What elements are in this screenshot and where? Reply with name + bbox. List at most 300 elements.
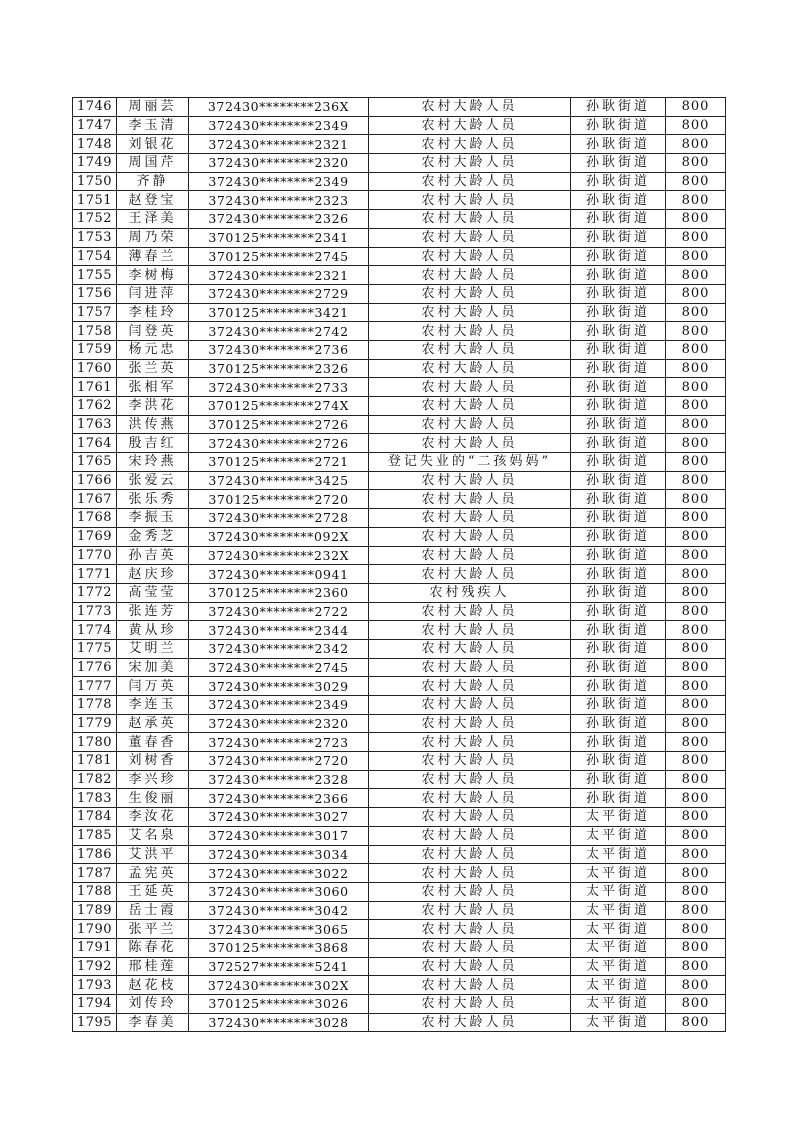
id-text: 372430********2328 [208,772,349,788]
name-text: 闫登英 [128,323,177,339]
row-number-cell [73,938,117,957]
amount-text: 800 [681,734,710,750]
id-text: 370125********2721 [208,454,349,470]
id-text: 372430********2321 [208,136,349,152]
table-row [73,995,726,1014]
category-cell [369,116,571,135]
name-cell [117,658,189,677]
street-text: 太平街道 [585,977,650,993]
no-text: 1777 [76,678,113,694]
amount-cell [666,621,726,640]
name-cell [117,340,189,359]
id-number-cell [189,938,369,957]
id-number-cell [189,172,369,191]
amount-text: 800 [681,398,710,414]
name-text: 孟宪英 [128,865,177,881]
name-cell [117,116,189,135]
id-number-cell [189,247,369,266]
category-text: 农村大龄人员 [421,118,518,134]
id-text: 372430********232X [207,547,350,563]
name-text: 王泽美 [128,211,177,227]
id-number-cell [189,191,369,210]
no-text: 1756 [76,286,113,302]
street-cell [571,284,666,303]
street-cell [571,210,666,229]
table-row [73,621,726,640]
row-number-cell [73,808,117,827]
row-number-cell [73,1013,117,1032]
street-cell [571,1013,666,1032]
amount-cell [666,677,726,696]
table-row [73,789,726,808]
category-text: 农村大龄人员 [421,174,518,190]
row-number-cell [73,714,117,733]
street-text: 太平街道 [585,884,650,900]
name-cell [117,471,189,490]
name-cell [117,527,189,546]
name-cell [117,266,189,285]
name-text: 李桂玲 [128,304,177,320]
name-text: 闫进萍 [128,286,177,302]
street-text: 孙耿街道 [585,230,650,246]
category-cell [369,509,571,528]
row-number-cell [73,957,117,976]
name-cell [117,154,189,173]
no-text: 1780 [76,734,113,750]
name-text: 金秀芝 [128,529,177,545]
category-text: 农村大龄人员 [421,211,518,227]
amount-cell [666,210,726,229]
id-number-cell [189,359,369,378]
table-row [73,752,726,771]
category-text: 农村大龄人员 [421,734,518,750]
street-text: 太平街道 [585,1015,650,1031]
id-text: 372430********3028 [208,1015,349,1031]
category-cell [369,864,571,883]
no-text: 1751 [76,192,113,208]
table-row [73,322,726,341]
id-text: 370125********2360 [208,585,349,601]
name-cell [117,957,189,976]
category-cell [369,453,571,472]
amount-text: 800 [681,342,710,358]
name-text: 李兴珍 [128,772,177,788]
amount-cell [666,864,726,883]
id-number-cell [189,602,369,621]
street-text: 孙耿街道 [585,585,650,601]
id-text: 372430********0941 [208,566,349,582]
category-cell [369,583,571,602]
no-text: 1792 [76,958,113,974]
id-number-cell [189,789,369,808]
id-number-cell [189,901,369,920]
id-number-cell [189,322,369,341]
amount-text: 800 [681,230,710,246]
street-text: 太平街道 [585,846,650,862]
category-cell [369,957,571,976]
category-text: 农村大龄人员 [421,248,518,264]
id-text: 372430********2344 [208,622,349,638]
row-number-cell [73,639,117,658]
row-number-cell [73,752,117,771]
row-number-cell [73,340,117,359]
table-row [73,303,726,322]
amount-cell [666,882,726,901]
no-text: 1788 [76,884,113,900]
amount-text: 800 [681,884,710,900]
table-body [73,98,726,1032]
category-cell [369,639,571,658]
street-text: 孙耿街道 [585,454,650,470]
name-cell [117,845,189,864]
street-text: 孙耿街道 [585,473,650,489]
name-text: 赵花枝 [128,977,177,993]
category-cell [369,677,571,696]
street-text: 孙耿街道 [585,342,650,358]
category-text: 农村大龄人员 [421,547,518,563]
table-row [73,490,726,509]
amount-cell [666,826,726,845]
table-row [73,1013,726,1032]
street-cell [571,602,666,621]
table-row [73,453,726,472]
no-text: 1757 [76,304,113,320]
street-text: 孙耿街道 [585,716,650,732]
id-text: 372430********2326 [208,211,349,227]
id-number-cell [189,1013,369,1032]
id-text: 372430********3060 [208,884,349,900]
street-cell [571,322,666,341]
id-text: 372430********2342 [208,641,349,657]
street-cell [571,938,666,957]
street-cell [571,191,666,210]
row-number-cell [73,677,117,696]
amount-text: 800 [681,360,710,376]
id-text: 372430********2723 [208,734,349,750]
table-row [73,938,726,957]
category-text: 农村大龄人员 [421,398,518,414]
id-number-cell [189,415,369,434]
street-cell [571,546,666,565]
name-cell [117,509,189,528]
street-text: 孙耿街道 [585,304,650,320]
row-number-cell [73,583,117,602]
street-text: 孙耿街道 [585,99,650,115]
name-cell [117,135,189,154]
id-text: 372430********2349 [208,118,349,134]
street-text: 太平街道 [585,940,650,956]
amount-text: 800 [681,510,710,526]
table-row [73,565,726,584]
name-cell [117,397,189,416]
row-number-cell [73,359,117,378]
category-cell [369,901,571,920]
table-row [73,733,726,752]
table-row [73,826,726,845]
street-text: 孙耿街道 [585,790,650,806]
category-text: 农村大龄人员 [421,286,518,302]
street-cell [571,397,666,416]
amount-cell [666,172,726,191]
id-number-cell [189,284,369,303]
row-number-cell [73,920,117,939]
no-text: 1765 [76,454,113,470]
name-text: 邢桂莲 [128,958,177,974]
no-text: 1759 [76,342,113,358]
category-cell [369,845,571,864]
category-text: 农村大龄人员 [421,99,518,115]
category-text: 农村大龄人员 [421,716,518,732]
table-row [73,808,726,827]
street-text: 太平街道 [585,958,650,974]
no-text: 1794 [76,996,113,1012]
id-number-cell [189,228,369,247]
street-text: 孙耿街道 [585,734,650,750]
table-row [73,471,726,490]
table-row [73,228,726,247]
street-cell [571,434,666,453]
id-number-cell [189,266,369,285]
id-text: 370125********2726 [208,417,349,433]
name-cell [117,733,189,752]
no-text: 1760 [76,360,113,376]
amount-cell [666,378,726,397]
table-row [73,639,726,658]
street-text: 孙耿街道 [585,379,650,395]
table-row [73,266,726,285]
name-cell [117,210,189,229]
street-text: 孙耿街道 [585,678,650,694]
category-cell [369,415,571,434]
name-text: 张乐秀 [128,491,177,507]
name-cell [117,602,189,621]
id-text: 372430********2320 [208,155,349,171]
id-number-cell [189,808,369,827]
name-text: 洪传燕 [128,417,177,433]
street-cell [571,583,666,602]
street-text: 孙耿街道 [585,641,650,657]
id-number-cell [189,527,369,546]
amount-text: 800 [681,772,710,788]
row-number-cell [73,247,117,266]
amount-text: 800 [681,996,710,1012]
street-cell [571,639,666,658]
id-text: 372430********3017 [208,828,349,844]
amount-text: 800 [681,828,710,844]
id-text: 372430********3022 [208,865,349,881]
amount-text: 800 [681,529,710,545]
category-text: 农村大龄人员 [421,230,518,246]
table-row [73,397,726,416]
street-text: 孙耿街道 [585,267,650,283]
category-cell [369,378,571,397]
no-text: 1768 [76,510,113,526]
category-cell [369,976,571,995]
amount-text: 800 [681,417,710,433]
name-text: 赵承英 [128,716,177,732]
category-text: 农村大龄人员 [421,435,518,451]
street-cell [571,920,666,939]
id-text: 370125********3421 [208,304,349,320]
amount-text: 800 [681,566,710,582]
id-text: 372430********2742 [208,323,349,339]
amount-cell [666,415,726,434]
amount-cell [666,770,726,789]
amount-cell [666,658,726,677]
id-text: 372430********2726 [208,435,349,451]
name-cell [117,938,189,957]
id-number-cell [189,98,369,117]
name-cell [117,546,189,565]
street-cell [571,901,666,920]
name-cell [117,789,189,808]
id-text: 372430********2745 [208,659,349,675]
category-cell [369,322,571,341]
street-text: 孙耿街道 [585,323,650,339]
category-text: 农村残疾人 [429,585,510,601]
amount-cell [666,266,726,285]
amount-text: 800 [681,659,710,675]
table-row [73,696,726,715]
id-text: 372430********2320 [208,716,349,732]
amount-text: 800 [681,286,710,302]
amount-cell [666,527,726,546]
amount-text: 800 [681,435,710,451]
no-text: 1789 [76,902,113,918]
name-text: 杨元忠 [128,342,177,358]
name-cell [117,639,189,658]
row-number-cell [73,434,117,453]
amount-cell [666,322,726,341]
category-text: 农村大龄人员 [421,921,518,937]
table-row [73,864,726,883]
name-cell [117,284,189,303]
category-cell [369,397,571,416]
name-text: 薄春兰 [128,248,177,264]
id-number-cell [189,920,369,939]
street-cell [571,864,666,883]
category-cell [369,733,571,752]
category-text: 农村大龄人员 [421,360,518,376]
amount-cell [666,490,726,509]
table-row [73,98,726,117]
street-cell [571,770,666,789]
category-cell [369,1013,571,1032]
id-number-cell [189,826,369,845]
street-text: 孙耿街道 [585,753,650,769]
category-cell [369,770,571,789]
table-row [73,957,726,976]
table-row [73,135,726,154]
id-number-cell [189,490,369,509]
category-cell [369,434,571,453]
street-text: 孙耿街道 [585,118,650,134]
category-text: 农村大龄人员 [421,192,518,208]
no-text: 1781 [76,753,113,769]
id-text: 372430********3425 [208,473,349,489]
name-cell [117,621,189,640]
id-number-cell [189,434,369,453]
amount-text: 800 [681,192,710,208]
id-number-cell [189,116,369,135]
amount-cell [666,1013,726,1032]
category-cell [369,938,571,957]
street-cell [571,808,666,827]
name-text: 张连芳 [128,603,177,619]
table-row [73,714,726,733]
id-number-cell [189,957,369,976]
name-text: 周国芹 [128,155,177,171]
table-row [73,359,726,378]
id-text: 372430********2323 [208,192,349,208]
street-cell [571,789,666,808]
name-cell [117,752,189,771]
id-text: 372430********236X [207,99,350,115]
amount-cell [666,808,726,827]
name-cell [117,322,189,341]
street-cell [571,98,666,117]
street-cell [571,826,666,845]
name-cell [117,901,189,920]
id-number-cell [189,976,369,995]
table-row [73,340,726,359]
name-cell [117,677,189,696]
street-cell [571,677,666,696]
name-text: 殷吉红 [128,435,177,451]
id-number-cell [189,471,369,490]
street-text: 孙耿街道 [585,529,650,545]
street-text: 孙耿街道 [585,566,650,582]
street-text: 孙耿街道 [585,547,650,563]
amount-text: 800 [681,603,710,619]
amount-text: 800 [681,473,710,489]
category-cell [369,752,571,771]
category-text: 农村大龄人员 [421,510,518,526]
amount-text: 800 [681,491,710,507]
id-text: 370125********3026 [208,996,349,1012]
category-cell [369,210,571,229]
street-cell [571,752,666,771]
street-cell [571,527,666,546]
id-number-cell [189,639,369,658]
name-cell [117,714,189,733]
category-cell [369,191,571,210]
id-text: 372430********3029 [208,678,349,694]
amount-cell [666,247,726,266]
name-text: 张兰英 [128,360,177,376]
category-text: 农村大龄人员 [421,603,518,619]
category-cell [369,359,571,378]
category-text: 农村大龄人员 [421,828,518,844]
id-number-cell [189,864,369,883]
amount-cell [666,733,726,752]
no-text: 1755 [76,267,113,283]
street-cell [571,845,666,864]
amount-text: 800 [681,902,710,918]
table-row [73,901,726,920]
category-text: 农村大龄人员 [421,473,518,489]
no-text: 1787 [76,865,113,881]
table-row [73,677,726,696]
category-text: 农村大龄人员 [421,566,518,582]
no-text: 1784 [76,809,113,825]
id-text: 370125********274X [207,398,350,414]
row-number-cell [73,546,117,565]
amount-cell [666,714,726,733]
no-text: 1763 [76,417,113,433]
row-number-cell [73,154,117,173]
row-number-cell [73,882,117,901]
